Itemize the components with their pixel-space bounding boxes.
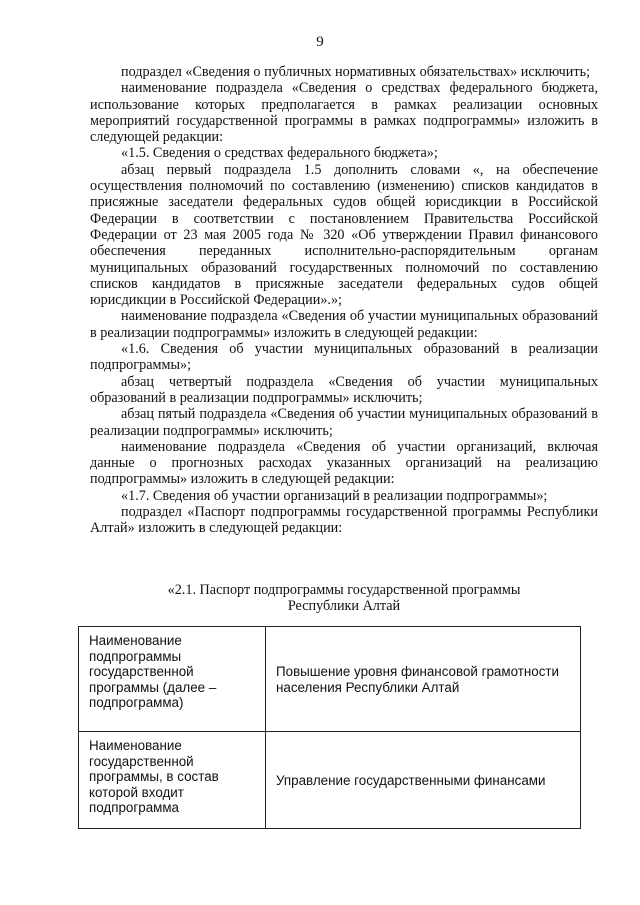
paragraph: подраздел «Паспорт подпрограммы государственной программы Республики Алтай» изложить в следующей редакции: xyxy=(90,504,598,537)
table-row xyxy=(79,732,581,829)
passport-title-line: «2.1. Паспорт подпрограммы государственной программы xyxy=(167,582,521,598)
table-label-cell: Наименование подпрограммы государственной программы (далее – подпрограмма) xyxy=(79,627,266,732)
passport-table xyxy=(78,626,581,829)
table-row xyxy=(79,627,581,732)
paragraph: «1.6. Сведения об участии муниципальных образований в реализации подпрограммы»; xyxy=(90,341,598,374)
paragraph: наименование подраздела «Сведения об участии муниципальных образований в реализации подпрограммы» изложить в следующей редакции: xyxy=(90,308,598,341)
paragraph: абзац пятый подраздела «Сведения об участии муниципальных образований в реализации подпрограммы» исключить; xyxy=(90,406,598,439)
table-label-cell: Наименование государственной программы, в состав которой входит подпрограмма xyxy=(79,732,266,829)
paragraph: «1.7. Сведения об участии организаций в реализации подпрограммы»; xyxy=(121,487,548,504)
paragraph: абзац четвертый подраздела «Сведения об участии муниципальных образований в реализации подпрограммы» исключить; xyxy=(90,373,598,406)
page-number: 9 xyxy=(316,34,324,50)
table-value-cell: Управление государственными финансами xyxy=(266,732,581,829)
passport-title-line: Республики Алтай xyxy=(287,598,401,615)
paragraph: «1.5. Сведения о средствах федерального бюджета»; xyxy=(121,145,438,162)
document-body xyxy=(90,64,598,537)
passport-title xyxy=(90,582,598,615)
table-value-cell: Повышение уровня финансовой грамотности населения Республики Алтай xyxy=(266,627,581,732)
paragraph: наименование подраздела «Сведения о средствах федерального бюджета, использование которых предполагается в рамках реализации основных мероприятий государственной программы в рамках подпрограммы» изложить в следующей редакции: xyxy=(90,80,598,146)
paragraph: наименование подраздела «Сведения об участии организаций, включая данные о прогнозных расходах указанных организаций на реализацию подпрограммы» изложить в следующей редакции: xyxy=(90,438,598,488)
paragraph: абзац первый подраздела 1.5 дополнить словами «, на обеспечение осуществления полномочий по составлению (изменению) списков кандидатов в присяжные заседатели федеральных судов общей юрисдикции в Российской Федерации в соответствии с постановлением Правительства Российской Федерации от 23 мая 2005 года № 320 «Об утверждении Правил финансового обеспечения переданных исполнительно-распорядительным органам муниципальных образований государственных полномочий по составлению списков кандидатов в присяжные заседатели федеральных судов общей юрисдикции в Российской Федерации».»; xyxy=(90,161,598,309)
paragraph: подраздел «Сведения о публичных нормативных обязательствах» исключить; xyxy=(121,64,591,80)
